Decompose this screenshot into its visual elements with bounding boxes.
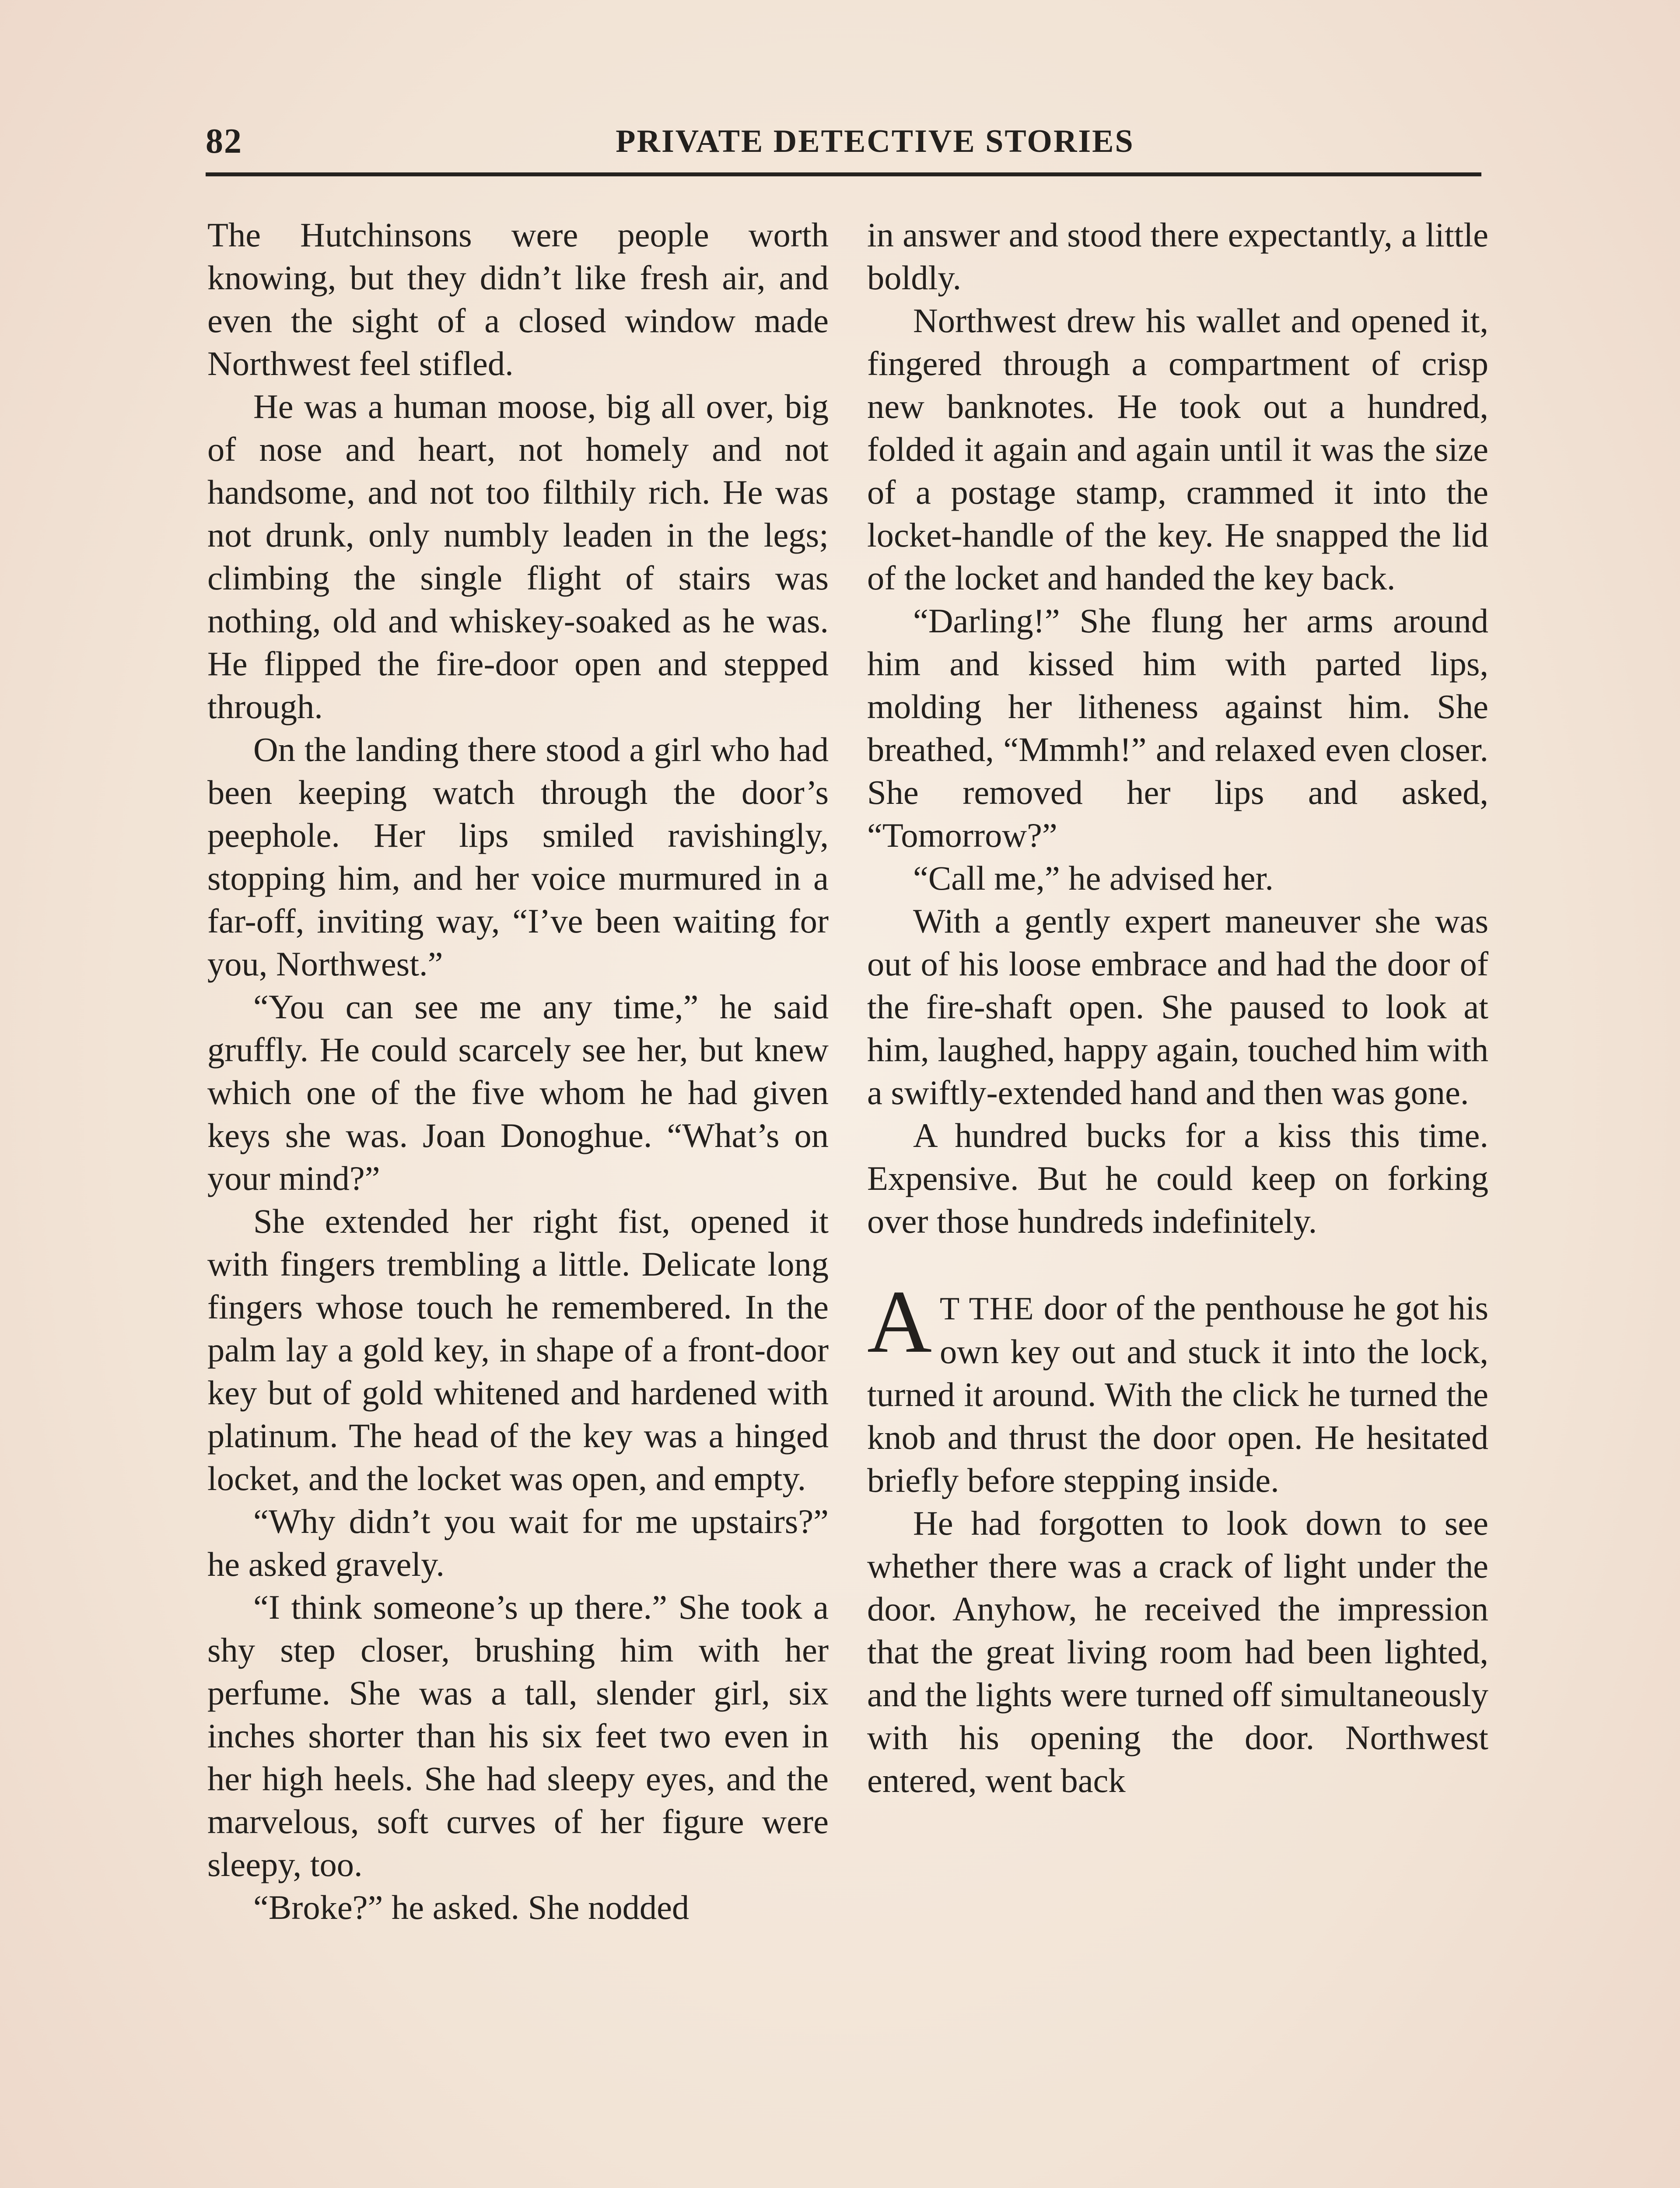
paragraph-text: door of the penthouse he got his own key out and stuck it into the lock, turned it around. With the click he turned the knob and thrust the door open. He hesitated briefly before stepping inside.	[867, 1289, 1488, 1499]
page-number: 82	[206, 122, 242, 161]
header-rule	[206, 172, 1481, 176]
paragraph: “Why didn’t you wait for me upstairs?” he asked gravely.	[207, 1502, 829, 1583]
paragraph: He was a human moose, big all over, big of nose and heart, not homely and not handsome, and not too filthily rich. He was not drunk, only numbly leaden in the legs; climbing the single flight of stairs was nothing, old and whiskey-soaked as he was. He flipped the fire-door open and stepped through.	[207, 387, 829, 726]
section-break	[867, 1243, 1488, 1287]
drop-cap: A	[867, 1272, 932, 1371]
paragraph: Northwest drew his wallet and opened it, fingered through a compartment of crisp new banknotes. He took out a hundred, folded it again and again until it was the size of a postage stamp, crammed it into the locket-handle of the key. He snapped the lid of the locket and handed the key back.	[867, 302, 1488, 597]
paragraph: “Broke?” he asked. She nodded	[253, 1888, 690, 1926]
paragraph: She extended her right fist, opened it with fingers trembling a little. Delicate long fingers whose touch he remembered. In the palm lay a gold key, in shape of a front-door key but of gold whitened and hardened with platinum. The head of the key was a hinged locket, and the locket was open, and empty.	[207, 1202, 829, 1497]
right-column	[867, 214, 1488, 1802]
small-caps-lead: T THE	[940, 1291, 1035, 1327]
paragraph: A hundred bucks for a kiss this time. Expensive. But he could keep on forking over those hundreds indefinitely.	[867, 1116, 1488, 1240]
paragraph: The Hutchinsons were people worth knowing, but they didn’t like fresh air, and even the sight of a closed window made Northwest feel stifled.	[207, 216, 829, 382]
paragraph: With a gently expert maneuver she was out of his loose embrace and had the door of the fire-shaft open. She paused to look at him, laughed, happy again, touched him with a swiftly-extended hand and then was gone.	[867, 902, 1488, 1112]
paragraph: “You can see me any time,” he said gruffly. He could scarcely see her, but knew which one of the five whom he had given keys she was. Joan Donoghue. “What’s on your mind?”	[207, 988, 829, 1197]
paragraph: “Darling!” She flung her arms around him and kissed him with parted lips, molding her litheness against him. She breathed, “Mmmh!” and relaxed even closer. She removed her lips and asked, “Tomorrow?”	[867, 602, 1488, 854]
paragraph: He had forgotten to look down to see whether there was a crack of light under the door. Anyhow, he received the impression that the great living room had been lighted, and the lights were turned off simultaneously with his opening the door. Northwest entered, went back	[867, 1504, 1488, 1799]
page-header	[206, 117, 1466, 174]
paragraph: On the landing there stood a girl who had been keeping watch through the door’s peephole. Her lips smiled ravishingly, stopping him, and her voice murmured in a far-off, inviting way, “I’ve been waiting for you, Northwest.”	[207, 730, 829, 983]
left-column	[207, 214, 829, 1929]
running-title: PRIVATE DETECTIVE STORIES	[616, 123, 1134, 159]
paragraph: “I think someone’s up there.” She took a shy step closer, brushing him with her perfume. She was a tall, slender girl, six inches shorter than his six feet two even in her high heels. She had sleepy eyes, and the marvelous, soft curves of her figure were sleepy, too.	[207, 1588, 829, 1883]
paragraph: in answer and stood there expectantly, a little boldly.	[867, 216, 1488, 297]
paragraph: “Call me,” he advised her.	[913, 859, 1274, 897]
section-opening-paragraph	[867, 1272, 1488, 1502]
